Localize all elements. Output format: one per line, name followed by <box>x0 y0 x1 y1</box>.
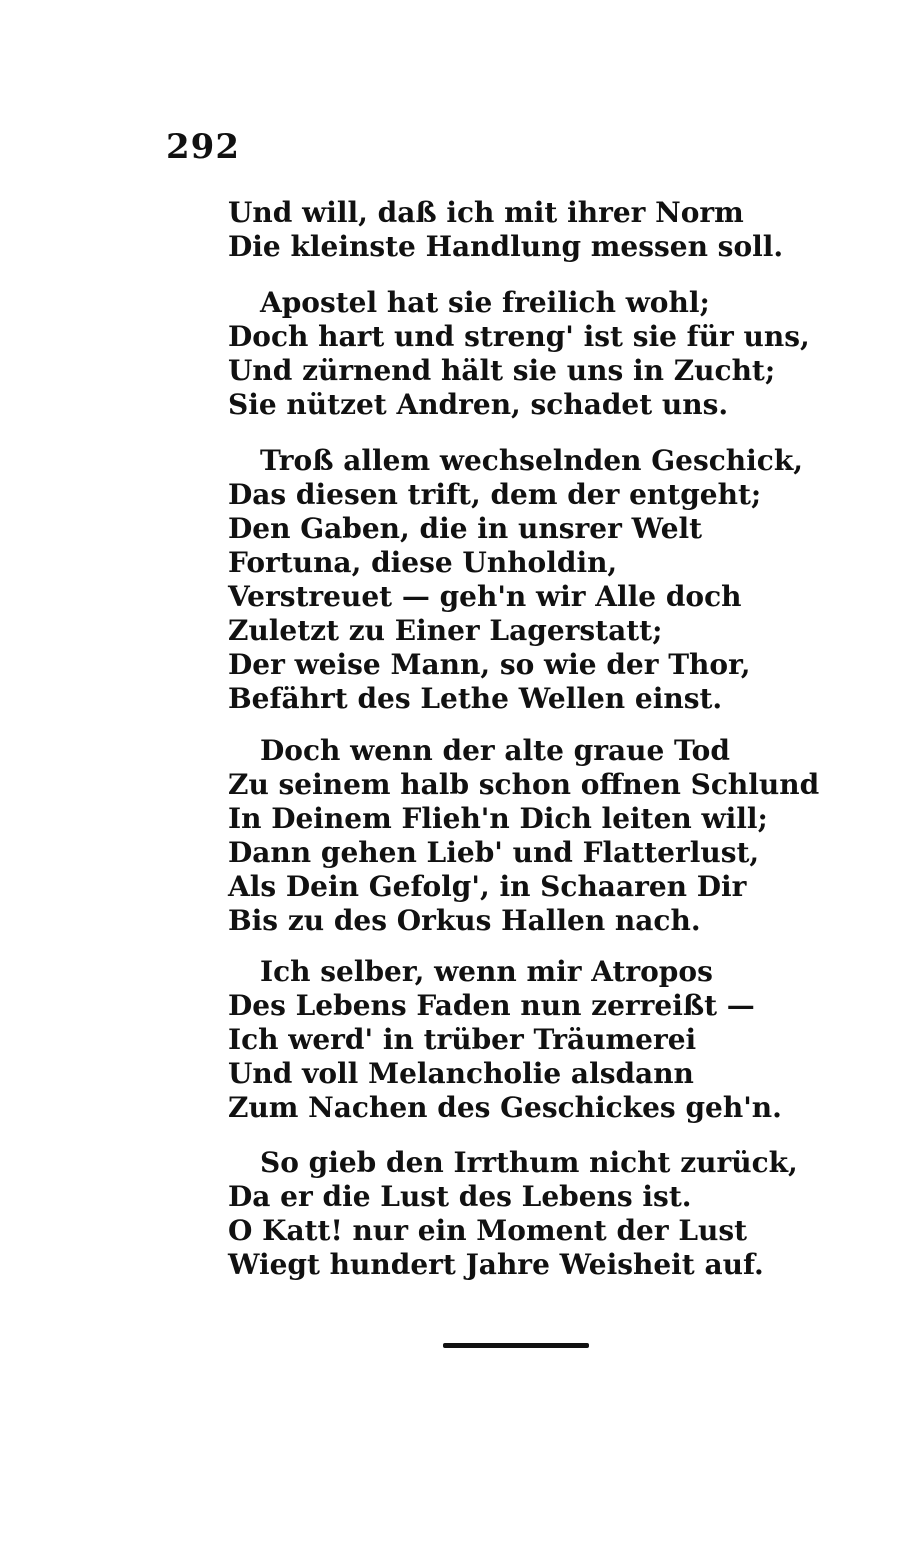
verse-line: Befährt des Lethe Wellen einst. <box>228 682 723 715</box>
verse-line: Die kleinste Handlung messen soll. <box>228 230 784 263</box>
verse-line: Zuletzt zu Einer Lagerstatt; <box>228 614 663 647</box>
verse-line: Doch hart und streng' ist sie für uns, <box>228 320 810 353</box>
stanza-1 <box>228 196 783 264</box>
verse-line: Bis zu des Orkus Hallen nach. <box>228 904 701 937</box>
verse-line: Zum Nachen des Geschickes geh'n. <box>228 1091 782 1124</box>
stanza-3 <box>228 444 803 716</box>
verse-line: Apostel hat sie freilich wohl; <box>260 286 710 319</box>
verse-line: Ich selber, wenn mir Atropos <box>260 955 713 988</box>
stanza-4 <box>228 734 819 938</box>
verse-line: So gieb den Irrthum nicht zurück, <box>260 1146 798 1179</box>
verse-line: Ich werd' in trüber Träumerei <box>228 1023 697 1056</box>
verse-line: Fortuna, diese Unholdin, <box>228 546 618 579</box>
stanza-6 <box>228 1146 798 1282</box>
verse-line: Doch wenn der alte graue Tod <box>260 734 730 767</box>
verse-line: Das diesen trift, dem der entgeht; <box>228 478 762 511</box>
verse-line: Und zürnend hält sie uns in Zucht; <box>228 354 776 387</box>
verse-line: Des Lebens Faden nun zerreißt — <box>228 989 755 1022</box>
stanza-5 <box>228 955 782 1125</box>
verse-line: In Deinem Flieh'n Dich leiten will; <box>228 802 768 835</box>
verse-line: Und will, daß ich mit ihrer Norm <box>228 196 744 229</box>
verse-line: Den Gaben, die in unsrer Welt <box>228 512 703 545</box>
verse-line: Dann gehen Lieb' und Flatterlust, <box>228 836 760 869</box>
verse-line: Troß allem wechselnden Geschick, <box>260 444 803 477</box>
verse-line: Der weise Mann, so wie der Thor, <box>228 648 751 681</box>
closing-rule <box>443 1343 589 1348</box>
verse-line: Da er die Lust des Lebens ist. <box>228 1180 692 1213</box>
page-number: 292 <box>166 127 240 167</box>
verse-line: Wiegt hundert Jahre Weisheit auf. <box>228 1248 764 1281</box>
verse-line: Sie nützet Andren, schadet uns. <box>228 388 729 421</box>
stanza-2 <box>228 286 810 422</box>
verse-line: Als Dein Gefolg', in Schaaren Dir <box>228 870 747 903</box>
verse-line: O Katt! nur ein Moment der Lust <box>228 1214 748 1247</box>
verse-line: Verstreuet — geh'n wir Alle doch <box>228 580 742 613</box>
verse-line: Und voll Melancholie alsdann <box>228 1057 694 1090</box>
verse-line: Zu seinem halb schon offnen Schlund <box>228 768 820 801</box>
